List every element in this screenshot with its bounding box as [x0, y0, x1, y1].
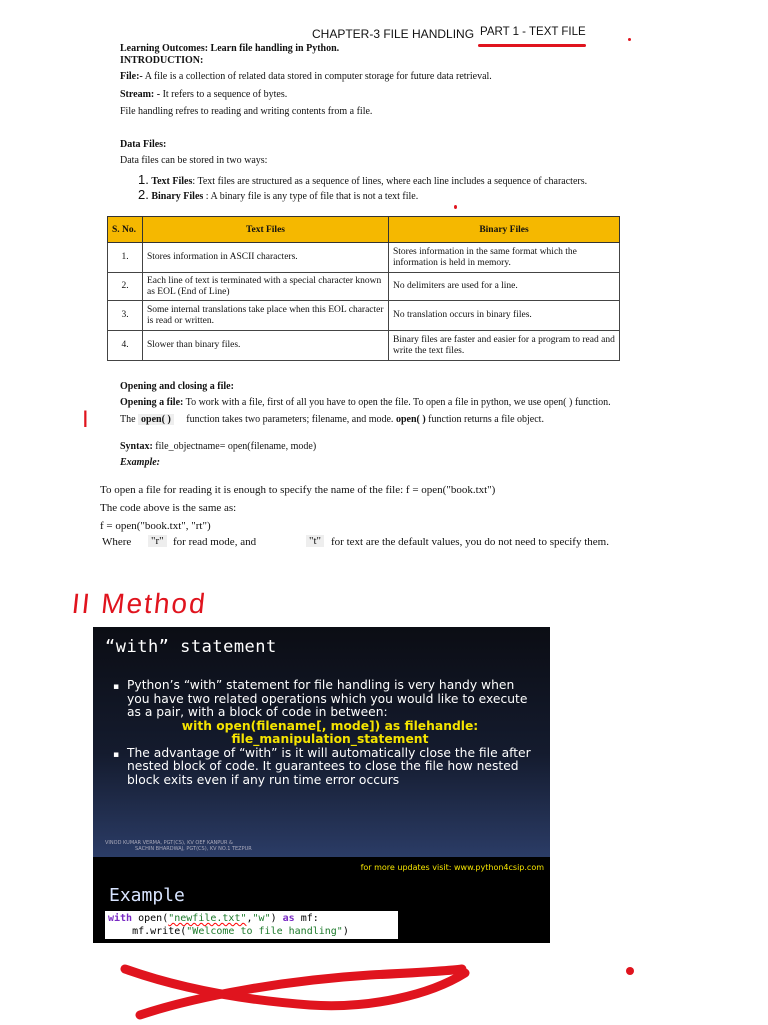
- open-func: open( ): [138, 414, 174, 425]
- bullet-icon: ▪: [113, 682, 120, 692]
- cell-text: Each line of text is terminated with a special character known as EOL (End of Line): [143, 273, 389, 301]
- cell-sno: 1.: [108, 243, 143, 273]
- syntax-text: file_objectname= open(filename, mode): [152, 441, 317, 452]
- file-handling-text: File handling refres to reading and writing contents from a file.: [120, 106, 373, 117]
- example-title: Example: [109, 885, 185, 906]
- comparison-table: [107, 216, 620, 361]
- line2-a: The: [120, 414, 139, 425]
- example-slide: [93, 857, 550, 943]
- header-text-files: Text Files: [143, 217, 389, 243]
- code-line-2: [108, 925, 395, 938]
- data-files-subtext: Data files can be stored in two ways:: [120, 155, 268, 166]
- reading-line-4-a: Where: [102, 536, 132, 548]
- slide-body: [113, 679, 533, 787]
- header-binary-files: Binary Files: [389, 217, 620, 243]
- string: "newfile.txt": [168, 913, 247, 924]
- part-label: PART 1 - TEXT FILE: [480, 26, 586, 38]
- chapter-title: CHAPTER-3 FILE HANDLING: [312, 27, 475, 41]
- syntax-label: Syntax:: [120, 441, 153, 452]
- example-label: Example:: [120, 457, 160, 468]
- item-text: : Text files are structured as a sequence of lines, where each line includes a sequence of characters.: [192, 176, 588, 187]
- item-number: 2.: [138, 187, 149, 202]
- table-row: [108, 331, 620, 361]
- cell-binary: No delimiters are used for a line.: [389, 273, 620, 301]
- cell-binary: No translation occurs in binary files.: [389, 301, 620, 331]
- file-text: A file is a collection of related data stored in computer storage for future data retrieval.: [142, 71, 492, 82]
- code: mf:: [294, 913, 319, 924]
- opening-text: To work with a file, first of all you have to open the file. To open a file in python, we use open( ) function.: [183, 397, 611, 408]
- introduction-heading: INTRODUCTION:: [120, 55, 204, 66]
- method-annotation: II Method: [70, 588, 209, 619]
- item-text: : A binary file is any type of file that is not a text file.: [203, 191, 419, 202]
- slide-title: “with” statement: [105, 637, 277, 657]
- bullet-icon: ▪: [113, 749, 120, 760]
- open-func-2: open( ): [395, 414, 426, 425]
- cell-binary: Stores information in the same format which the information is held in memory.: [389, 243, 620, 273]
- data-file-item-1: [138, 173, 587, 188]
- item-label: Text Files: [151, 176, 193, 187]
- string: "Welcome to file handling": [186, 926, 343, 937]
- read-mode-code: "r": [148, 535, 167, 547]
- data-files-heading: Data Files:: [120, 139, 167, 150]
- cell-sno: 4.: [108, 331, 143, 361]
- code-line-1: [108, 912, 395, 925]
- with-statement-slide: [93, 627, 550, 857]
- reading-line-2: The code above is the same as:: [100, 502, 237, 514]
- table-header-row: [108, 217, 620, 243]
- red-dot-mid: [454, 205, 457, 209]
- data-file-item-2: [138, 188, 418, 203]
- opening-paragraph: [120, 396, 611, 409]
- open-params-line: [120, 413, 544, 426]
- opening-label: Opening a file:: [120, 397, 184, 408]
- text-mode-code: "t": [306, 535, 324, 547]
- credit-line-1: VINOD KUMAR VERMA, PGT(CS), KV OEF KANPUR &: [105, 840, 233, 846]
- credit-line-2: SACHIN BHARDWAJ, PGT(CS), KV NO.1 TEZPUR: [135, 846, 252, 852]
- red-cross-scribble: [110, 955, 480, 1025]
- part-underline: [478, 44, 586, 47]
- bullet-text: Python’s “with” statement for file handling is very handy when you have two related operations which you would like to execute as a pair, with a block of code in between:: [127, 678, 528, 719]
- code: ,: [246, 913, 253, 924]
- item-number: 1.: [138, 172, 149, 187]
- reading-line-1: To open a file for reading it is enough to specify the name of the file: f = open("book.txt"): [100, 484, 496, 496]
- cell-text: Stores information in ASCII characters.: [143, 243, 389, 273]
- file-definition: [120, 70, 492, 83]
- stream-label: Stream: -: [120, 89, 161, 100]
- reading-line-4-c: for text are the default values, you do not need to specify them.: [331, 536, 609, 548]
- red-dot-bottom: [626, 967, 634, 975]
- stream-definition: [120, 88, 287, 101]
- slide-bullet: [113, 747, 533, 788]
- code: ): [342, 926, 349, 937]
- roman-one-annotation: I: [82, 406, 89, 433]
- slide-bullet: [113, 679, 533, 720]
- keyword: with: [108, 913, 133, 924]
- red-dot-top: [628, 38, 631, 41]
- cell-text: Slower than binary files.: [143, 331, 389, 361]
- line2-b: function takes two parameters; filename, and mode.: [173, 414, 396, 425]
- slide-credit: [105, 840, 252, 852]
- bullet-text: The advantage of “with” is it will automatically close the file after nested block of code. It guarantees to close the file how nested block exits even if any run time error occurs: [127, 745, 531, 787]
- reading-line-4-b: for read mode, and: [173, 536, 257, 548]
- item-label: Binary Files: [151, 191, 204, 202]
- table-row: [108, 243, 620, 273]
- reading-line-3: f = open("book.txt", "rt"): [100, 520, 211, 532]
- string: "w": [252, 913, 271, 924]
- slide-code-line-1: with open(filename[, mode]) as filehandle:: [181, 718, 479, 733]
- code: mf.write(: [108, 926, 187, 937]
- slide-code-line-2: file_manipulation_statement: [231, 732, 429, 746]
- file-label: File:-: [120, 71, 143, 82]
- code-box: [105, 911, 398, 939]
- syntax-line: [120, 440, 316, 453]
- code: open(: [132, 913, 169, 924]
- stream-text: It refers to a sequence of bytes.: [160, 89, 288, 100]
- cell-text: Some internal translations take place when this EOL character is read or written.: [143, 301, 389, 331]
- cell-binary: Binary files are faster and easier for a program to read and write the text files.: [389, 331, 620, 361]
- code: ): [270, 913, 283, 924]
- learning-outcomes: Learning Outcomes: Learn file handling in Python.: [120, 43, 340, 54]
- table-row: [108, 301, 620, 331]
- open-close-heading: Opening and closing a file:: [120, 381, 234, 392]
- cell-sno: 2.: [108, 273, 143, 301]
- table-row: [108, 273, 620, 301]
- cell-sno: 3.: [108, 301, 143, 331]
- line2-c: function returns a file object.: [425, 414, 544, 425]
- header-sno: S. No.: [108, 217, 143, 243]
- keyword: as: [282, 913, 295, 924]
- updates-link-text: for more updates visit: www.python4csip.com: [360, 863, 544, 872]
